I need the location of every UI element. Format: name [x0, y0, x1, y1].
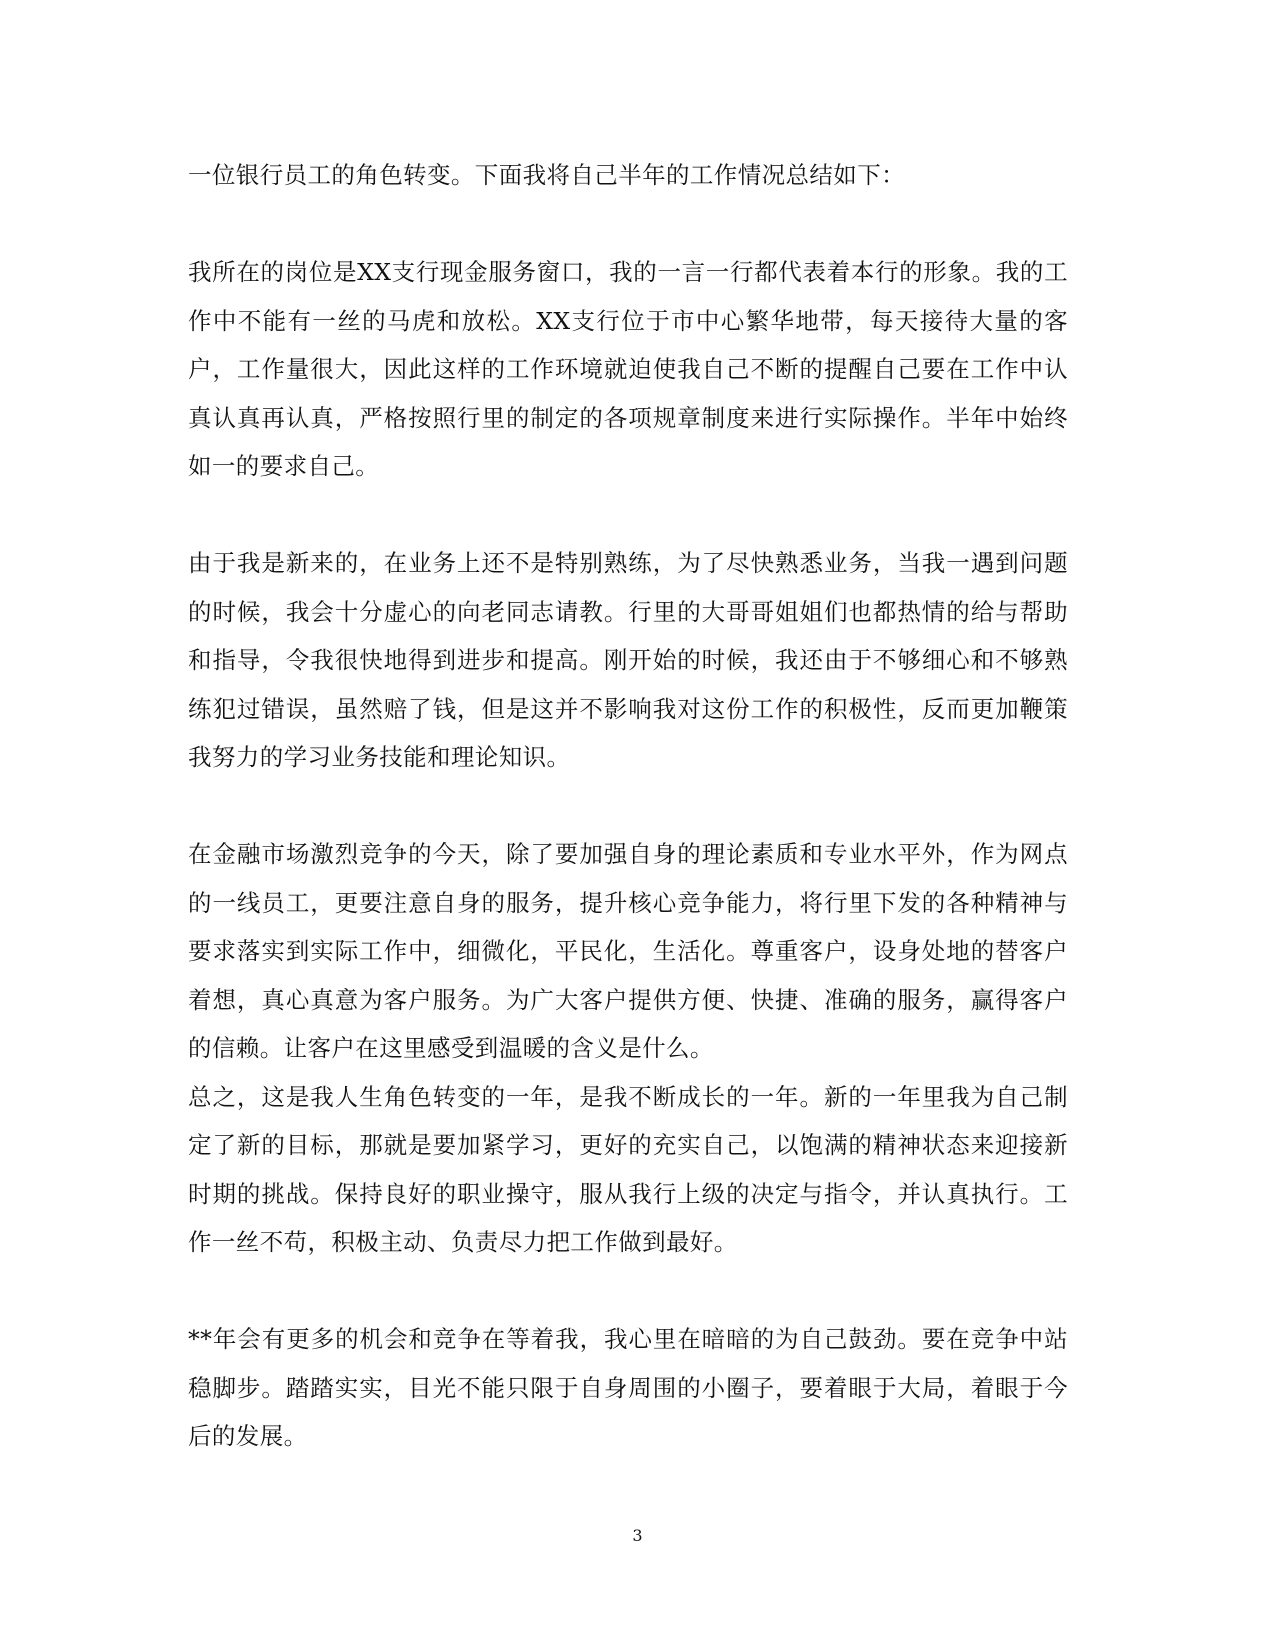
- page-number: 3: [632, 1526, 643, 1545]
- paragraph-learning: 由于我是新来的，在业务上还不是特别熟练，为了尽快熟悉业务，当我一遇到问题的时候，我会十分虚心的向老同志请教。行里的大哥哥姐姐们也都热情的给与帮助和指导，令我很快地得到进步和提高。刚开始的时候，我还由于不够细心和不够熟练犯过错误，虽然赔了钱，但是这并不影响我对这份工作的积极性，反而更加鞭策我努力的学习业务技能和理论知识。: [188, 549, 1068, 771]
- paragraph-summary: 总之，这是我人生角色转变的一年，是我不断成长的一年。新的一年里我为自己制定了新的目标，那就是要加紧学习，更好的充实自己，以饱满的精神状态来迎接新时期的挑战。保持良好的职业操守，服从我行上级的决定与指令，并认真执行。工作一丝不苟，积极主动、负责尽力把工作做到最好。: [188, 1082, 1068, 1256]
- body-text: [188, 151, 1068, 1461]
- paragraph-outlook: **年会有更多的机会和竞争在等着我，我心里在暗暗的为自己鼓劲。要在竞争中站稳脚步。踏踏实实，目光不能只限于自身周围的小圈子，要着眼于大局，着眼于今后的发展。: [188, 1325, 1068, 1450]
- paragraph-job-position: 我所在的岗位是XX支行现金服务窗口，我的一言一行都代表着本行的形象。我的工作中不能有一丝的马虎和放松。XX支行位于市中心繁华地带，每天接待大量的客户，工作量很大，因此这样的工作环境就迫使我自己不断的提醒自己要在工作中认真认真再认真，严格按照行里的制定的各项规章制度来进行实际操作。半年中始终如一的要求自己。: [188, 258, 1068, 480]
- paragraph-service: 在金融市场激烈竞争的今天，除了要加强自身的理论素质和专业水平外，作为网点的一线员工，更要注意自身的服务，提升核心竞争能力，将行里下发的各种精神与要求落实到实际工作中，细微化，平民化，生活化。尊重客户，设身处地的替客户着想，真心真意为客户服务。为广大客户提供方便、快捷、准确的服务，赢得客户的信赖。让客户在这里感受到温暖的含义是什么。: [188, 840, 1068, 1062]
- paragraph-intro: 一位银行员工的角色转变。下面我将自己半年的工作情况总结如下：: [188, 161, 905, 189]
